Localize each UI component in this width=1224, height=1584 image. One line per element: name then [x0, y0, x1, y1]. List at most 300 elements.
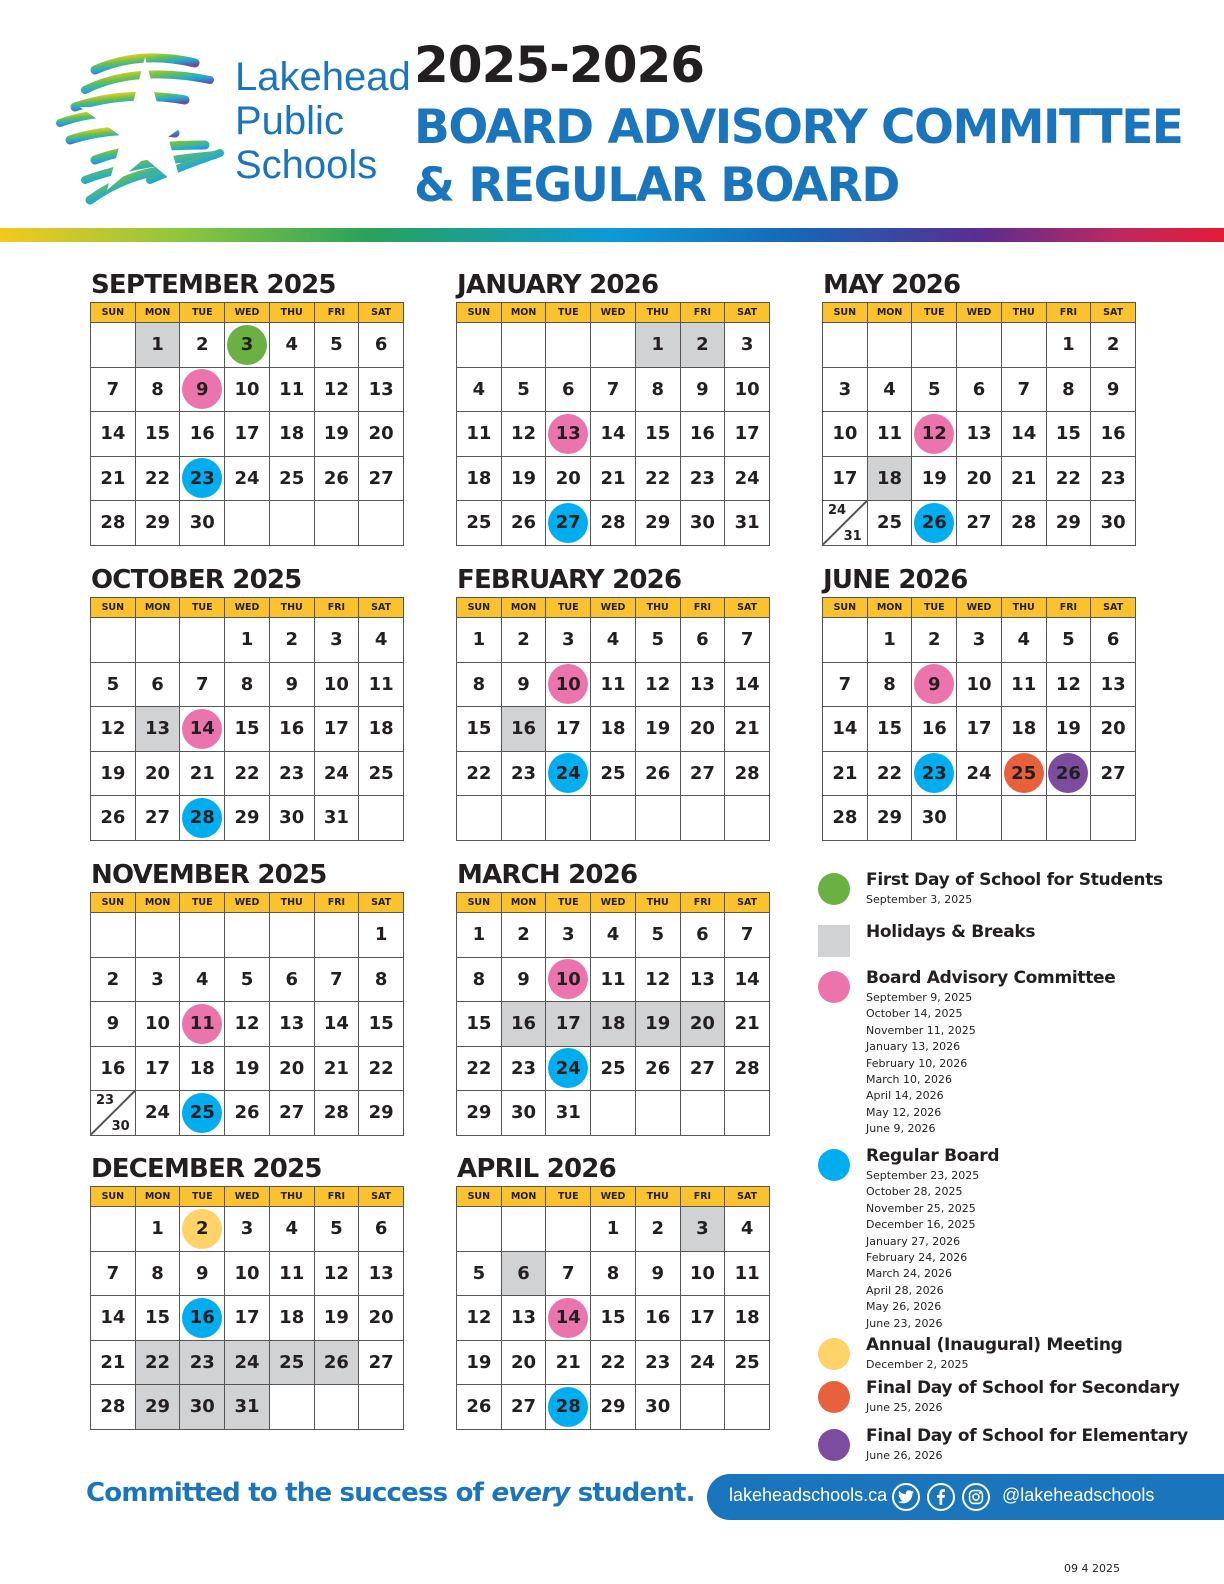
day-number: 13 — [1100, 673, 1126, 695]
day-number: 18 — [466, 467, 492, 489]
tagline — [86, 1478, 695, 1508]
day-number: 12 — [323, 1262, 349, 1284]
day-cell — [136, 412, 181, 457]
day-cell — [457, 752, 502, 797]
day-cell — [636, 368, 681, 413]
day-cell — [725, 412, 770, 457]
day-number: 29 — [368, 1102, 394, 1124]
day-number: 14 — [734, 673, 760, 695]
day-cell — [270, 1207, 315, 1252]
day-cell — [1091, 752, 1136, 797]
day-number: 25 — [877, 512, 903, 534]
day-number: 13 — [368, 378, 394, 400]
day-number: 3 — [562, 924, 575, 946]
day-number: 25 — [279, 1351, 305, 1373]
day-cell — [1091, 323, 1136, 368]
day-cell — [91, 663, 136, 708]
month-title: DECEMBER 2025 — [91, 1154, 322, 1184]
day-number: 24 — [734, 467, 760, 489]
legend-date: September 9, 2025 — [866, 991, 973, 1004]
day-number: 6 — [374, 1218, 388, 1240]
day-cell — [1002, 457, 1047, 502]
day-number: 23 — [96, 1093, 115, 1108]
weekday-header: SUN — [91, 1187, 136, 1207]
empty-cell — [681, 1091, 726, 1136]
day-number: 18 — [600, 718, 626, 740]
day-number: 18 — [877, 467, 903, 489]
legend-swatch — [818, 873, 850, 905]
weekday-header: FRI — [315, 893, 360, 913]
day-cell — [315, 796, 360, 841]
day-number: 27 — [555, 512, 581, 534]
weekday-header: THU — [636, 303, 681, 323]
day-number: 2 — [196, 1218, 209, 1240]
day-cell — [957, 752, 1002, 797]
day-number: 3 — [151, 968, 164, 990]
month-calendar — [90, 1152, 404, 1430]
day-cell — [591, 752, 636, 797]
day-cell — [636, 663, 681, 708]
day-number: 6 — [151, 673, 164, 695]
weekday-header: THU — [270, 303, 315, 323]
day-cell — [91, 707, 136, 752]
day-cell — [591, 1341, 636, 1386]
day-number: 11 — [189, 1013, 215, 1035]
day-number: 8 — [240, 673, 254, 695]
day-number: 10 — [734, 378, 760, 400]
day-cell — [957, 368, 1002, 413]
day-number: 13 — [511, 1307, 537, 1329]
day-cell — [225, 707, 270, 752]
legend-swatch — [818, 971, 850, 1003]
day-cell — [180, 1385, 225, 1430]
social-handle[interactable]: @lakeheadschools — [1002, 1485, 1155, 1505]
instagram-icon[interactable] — [962, 1483, 990, 1511]
day-cell — [502, 707, 547, 752]
day-number: 28 — [600, 512, 626, 534]
day-number: 3 — [240, 1218, 254, 1240]
empty-cell — [180, 618, 225, 663]
day-cell — [912, 457, 957, 502]
day-cell — [225, 412, 270, 457]
day-number: 16 — [689, 423, 715, 445]
legend-dates — [866, 1448, 942, 1464]
day-cell — [315, 1296, 360, 1341]
day-number: 8 — [1062, 378, 1075, 400]
legend-date: November 11, 2025 — [866, 1023, 976, 1037]
day-cell — [457, 1091, 502, 1136]
legend-date: June 25, 2026 — [866, 1401, 943, 1414]
day-number: 16 — [1100, 423, 1126, 445]
weekday-header: SAT — [359, 303, 404, 323]
empty-cell — [502, 323, 547, 368]
empty-cell — [1002, 323, 1047, 368]
day-number: 24 — [234, 1351, 260, 1373]
day-cell — [502, 958, 547, 1003]
day-cell — [636, 913, 681, 958]
day-number: 8 — [374, 968, 388, 990]
document-date: 09 4 2025 — [1064, 1562, 1120, 1575]
day-number: 28 — [734, 762, 760, 784]
day-number: 23 — [189, 467, 215, 489]
day-cell — [681, 1296, 726, 1341]
day-cell — [270, 663, 315, 708]
weekday-header: TUE — [180, 303, 225, 323]
day-cell — [359, 1252, 404, 1297]
day-cell — [912, 663, 957, 708]
day-number: 23 — [689, 467, 715, 489]
day-number: 26 — [645, 762, 671, 784]
day-cell — [1047, 707, 1092, 752]
day-number: 13 — [279, 1013, 305, 1035]
day-cell — [359, 412, 404, 457]
day-number: 11 — [368, 673, 394, 695]
day-cell — [180, 707, 225, 752]
legend-date: June 26, 2026 — [866, 1449, 943, 1462]
day-cell — [912, 618, 957, 663]
empty-cell — [225, 501, 270, 546]
day-number: 13 — [555, 423, 581, 445]
day-cell — [180, 501, 225, 546]
day-number: 27 — [368, 467, 394, 489]
day-cell — [591, 368, 636, 413]
legend-date: May 12, 2026 — [866, 1105, 942, 1119]
day-number: 24 — [555, 762, 581, 784]
day-cell — [725, 707, 770, 752]
legend-date: December 2, 2025 — [866, 1358, 969, 1371]
legend-date: September 3, 2025 — [866, 893, 973, 906]
weekday-header: SUN — [457, 598, 502, 618]
day-cell — [681, 1047, 726, 1092]
day-cell — [725, 958, 770, 1003]
day-number: 18 — [600, 1013, 626, 1035]
day-number: 29 — [145, 512, 171, 534]
legend-swatch — [818, 1149, 850, 1181]
legend-dates — [866, 1400, 942, 1416]
day-number: 4 — [1017, 629, 1030, 651]
month-grid — [90, 1186, 404, 1430]
day-cell — [457, 368, 502, 413]
day-number: 29 — [145, 1396, 171, 1418]
month-title: APRIL 2026 — [457, 1154, 616, 1184]
day-number: 5 — [651, 924, 664, 946]
day-cell — [502, 1091, 547, 1136]
month-grid — [822, 597, 1136, 841]
empty-cell — [681, 1385, 726, 1430]
day-cell — [315, 1091, 360, 1136]
weekday-header: WED — [225, 598, 270, 618]
day-number: 14 — [1011, 423, 1037, 445]
day-number: 21 — [100, 467, 126, 489]
weekday-header: FRI — [681, 893, 726, 913]
empty-cell — [1047, 796, 1092, 841]
day-number: 18 — [734, 1307, 760, 1329]
day-number: 2 — [517, 629, 530, 651]
day-cell — [180, 1341, 225, 1386]
day-number: 19 — [466, 1351, 492, 1373]
day-cell — [546, 368, 591, 413]
day-cell — [457, 1047, 502, 1092]
day-cell — [591, 618, 636, 663]
day-number: 22 — [145, 467, 171, 489]
day-number: 14 — [100, 423, 126, 445]
day-number: 4 — [883, 378, 896, 400]
day-number: 12 — [1055, 673, 1081, 695]
weekday-header: FRI — [315, 1187, 360, 1207]
empty-cell — [91, 913, 136, 958]
day-number: 19 — [511, 467, 537, 489]
empty-cell — [546, 1207, 591, 1252]
empty-cell — [546, 796, 591, 841]
day-cell — [225, 1252, 270, 1297]
day-number: 12 — [511, 423, 537, 445]
day-cell — [636, 1385, 681, 1430]
day-number: 20 — [368, 1307, 394, 1329]
legend-title: Regular Board — [866, 1146, 1000, 1166]
day-number: 21 — [323, 1057, 349, 1079]
day-cell — [823, 368, 868, 413]
day-number: 10 — [555, 673, 581, 695]
day-cell — [636, 707, 681, 752]
day-number: 26 — [511, 512, 537, 534]
empty-cell — [270, 913, 315, 958]
day-number: 25 — [368, 762, 394, 784]
weekday-header: SUN — [91, 598, 136, 618]
day-cell — [1091, 457, 1136, 502]
day-number: 11 — [600, 968, 626, 990]
day-cell — [91, 501, 136, 546]
tagline-em: every — [491, 1478, 570, 1508]
day-cell — [270, 412, 315, 457]
day-number: 1 — [472, 629, 486, 651]
month-calendar — [90, 268, 404, 546]
logo-star-icon — [55, 45, 230, 215]
logo-line: Public — [235, 99, 344, 143]
day-number: 10 — [234, 378, 260, 400]
month-grid — [822, 302, 1136, 546]
day-number: 25 — [466, 512, 492, 534]
title-year: 2025-2026 — [414, 36, 705, 94]
day-cell — [502, 1385, 547, 1430]
day-cell — [725, 1207, 770, 1252]
day-number: 5 — [928, 378, 941, 400]
day-cell — [270, 457, 315, 502]
day-cell — [1002, 752, 1047, 797]
day-cell — [180, 1047, 225, 1092]
weekday-header: MON — [136, 303, 181, 323]
day-number: 30 — [921, 807, 947, 829]
day-number: 11 — [1011, 673, 1037, 695]
day-cell — [180, 752, 225, 797]
month-title: OCTOBER 2025 — [91, 565, 302, 595]
day-number: 20 — [1100, 718, 1126, 740]
day-cell — [136, 1047, 181, 1092]
day-cell — [225, 368, 270, 413]
weekday-header: SAT — [359, 598, 404, 618]
day-cell — [681, 1207, 726, 1252]
weekday-header: SAT — [359, 893, 404, 913]
day-number: 1 — [651, 334, 664, 356]
day-cell — [636, 412, 681, 457]
weekday-header: THU — [636, 1187, 681, 1207]
empty-cell — [1002, 796, 1047, 841]
day-number: 27 — [689, 762, 715, 784]
day-cell — [270, 1047, 315, 1092]
day-cell — [636, 1207, 681, 1252]
day-number: 18 — [279, 1307, 305, 1329]
day-number: 2 — [196, 334, 209, 356]
facebook-icon[interactable] — [927, 1483, 955, 1511]
day-cell — [502, 618, 547, 663]
day-number: 15 — [234, 718, 260, 740]
day-cell — [591, 1207, 636, 1252]
day-cell — [1002, 412, 1047, 457]
day-number: 23 — [279, 762, 305, 784]
day-cell — [502, 1002, 547, 1047]
day-number: 24 — [323, 762, 349, 784]
day-number: 3 — [562, 629, 575, 651]
day-number: 19 — [323, 423, 349, 445]
day-cell — [136, 958, 181, 1003]
day-number: 30 — [111, 1118, 130, 1134]
day-number: 27 — [368, 1351, 394, 1373]
day-cell — [91, 1385, 136, 1430]
tagline-pre: Committed to the success of — [86, 1478, 492, 1508]
day-number: 21 — [832, 762, 858, 784]
day-number: 12 — [100, 718, 126, 740]
day-cell — [681, 323, 726, 368]
day-cell — [91, 1252, 136, 1297]
day-cell — [681, 958, 726, 1003]
month-calendar — [456, 563, 770, 841]
day-cell — [136, 1207, 181, 1252]
day-cell — [546, 663, 591, 708]
empty-cell — [636, 796, 681, 841]
day-cell — [1002, 618, 1047, 663]
day-cell — [681, 1252, 726, 1297]
twitter-icon[interactable] — [892, 1483, 920, 1511]
weekday-header: WED — [225, 303, 270, 323]
day-number: 31 — [234, 1396, 260, 1418]
day-cell — [315, 368, 360, 413]
day-cell — [91, 1047, 136, 1092]
day-cell — [136, 752, 181, 797]
day-number: 22 — [877, 762, 903, 784]
month-calendar — [456, 1152, 770, 1430]
empty-cell — [359, 1385, 404, 1430]
day-cell — [868, 618, 913, 663]
day-number: 18 — [189, 1057, 215, 1079]
empty-cell — [912, 323, 957, 368]
weekday-header: FRI — [315, 303, 360, 323]
day-cell — [457, 707, 502, 752]
day-number: 14 — [734, 968, 760, 990]
day-cell — [136, 707, 181, 752]
legend-title: First Day of School for Students — [866, 870, 1163, 890]
day-cell — [457, 618, 502, 663]
day-cell — [457, 1252, 502, 1297]
day-number: 3 — [972, 629, 986, 651]
weekday-header: SUN — [91, 303, 136, 323]
day-number: 9 — [196, 378, 209, 400]
split-day-cell — [823, 501, 868, 546]
weekday-header: SAT — [725, 1187, 770, 1207]
empty-cell — [681, 796, 726, 841]
day-cell — [359, 707, 404, 752]
day-number: 15 — [645, 423, 671, 445]
day-cell — [681, 457, 726, 502]
weekday-header: TUE — [546, 1187, 591, 1207]
empty-cell — [315, 1385, 360, 1430]
day-cell — [546, 913, 591, 958]
day-number: 9 — [285, 673, 298, 695]
day-number: 4 — [374, 629, 388, 651]
day-number: 28 — [100, 512, 126, 534]
day-cell — [359, 368, 404, 413]
month-title: JUNE 2026 — [823, 565, 968, 595]
day-number: 4 — [606, 924, 620, 946]
weekday-header: SAT — [725, 303, 770, 323]
weekday-header: THU — [636, 598, 681, 618]
day-cell — [315, 457, 360, 502]
day-number: 9 — [1106, 378, 1120, 400]
day-cell — [957, 412, 1002, 457]
website-link[interactable]: lakeheadschools.ca — [729, 1485, 888, 1505]
day-number: 16 — [921, 718, 947, 740]
day-number: 20 — [368, 423, 394, 445]
legend-dates — [866, 1357, 969, 1373]
day-cell — [136, 796, 181, 841]
day-number: 4 — [196, 968, 209, 990]
day-number: 9 — [196, 1262, 209, 1284]
day-cell — [225, 323, 270, 368]
day-number: 30 — [189, 512, 215, 534]
day-number: 16 — [100, 1057, 126, 1079]
day-cell — [636, 618, 681, 663]
month-title: SEPTEMBER 2025 — [91, 270, 336, 300]
legend-title: Holidays & Breaks — [866, 922, 1036, 942]
day-cell — [270, 707, 315, 752]
day-number: 17 — [689, 1307, 715, 1329]
legend-title: Annual (Inaugural) Meeting — [866, 1335, 1123, 1355]
day-number: 20 — [511, 1351, 537, 1373]
day-cell — [1091, 618, 1136, 663]
day-cell — [725, 663, 770, 708]
day-number: 11 — [279, 1262, 305, 1284]
day-cell — [868, 412, 913, 457]
day-cell — [681, 707, 726, 752]
day-cell — [725, 457, 770, 502]
day-number: 5 — [517, 378, 530, 400]
day-cell — [636, 1047, 681, 1092]
day-number: 2 — [651, 1218, 664, 1240]
legend-swatch — [818, 1429, 850, 1461]
day-number: 12 — [323, 378, 349, 400]
day-cell — [681, 663, 726, 708]
day-cell — [636, 1296, 681, 1341]
day-cell — [912, 796, 957, 841]
day-number: 10 — [966, 673, 992, 695]
weekday-header: SUN — [457, 1187, 502, 1207]
day-number: 17 — [234, 1307, 260, 1329]
empty-cell — [823, 323, 868, 368]
day-cell — [502, 913, 547, 958]
day-number: 23 — [511, 1057, 537, 1079]
empty-cell — [180, 913, 225, 958]
day-number: 17 — [234, 423, 260, 445]
day-number: 14 — [555, 1307, 581, 1329]
day-cell — [270, 1002, 315, 1047]
